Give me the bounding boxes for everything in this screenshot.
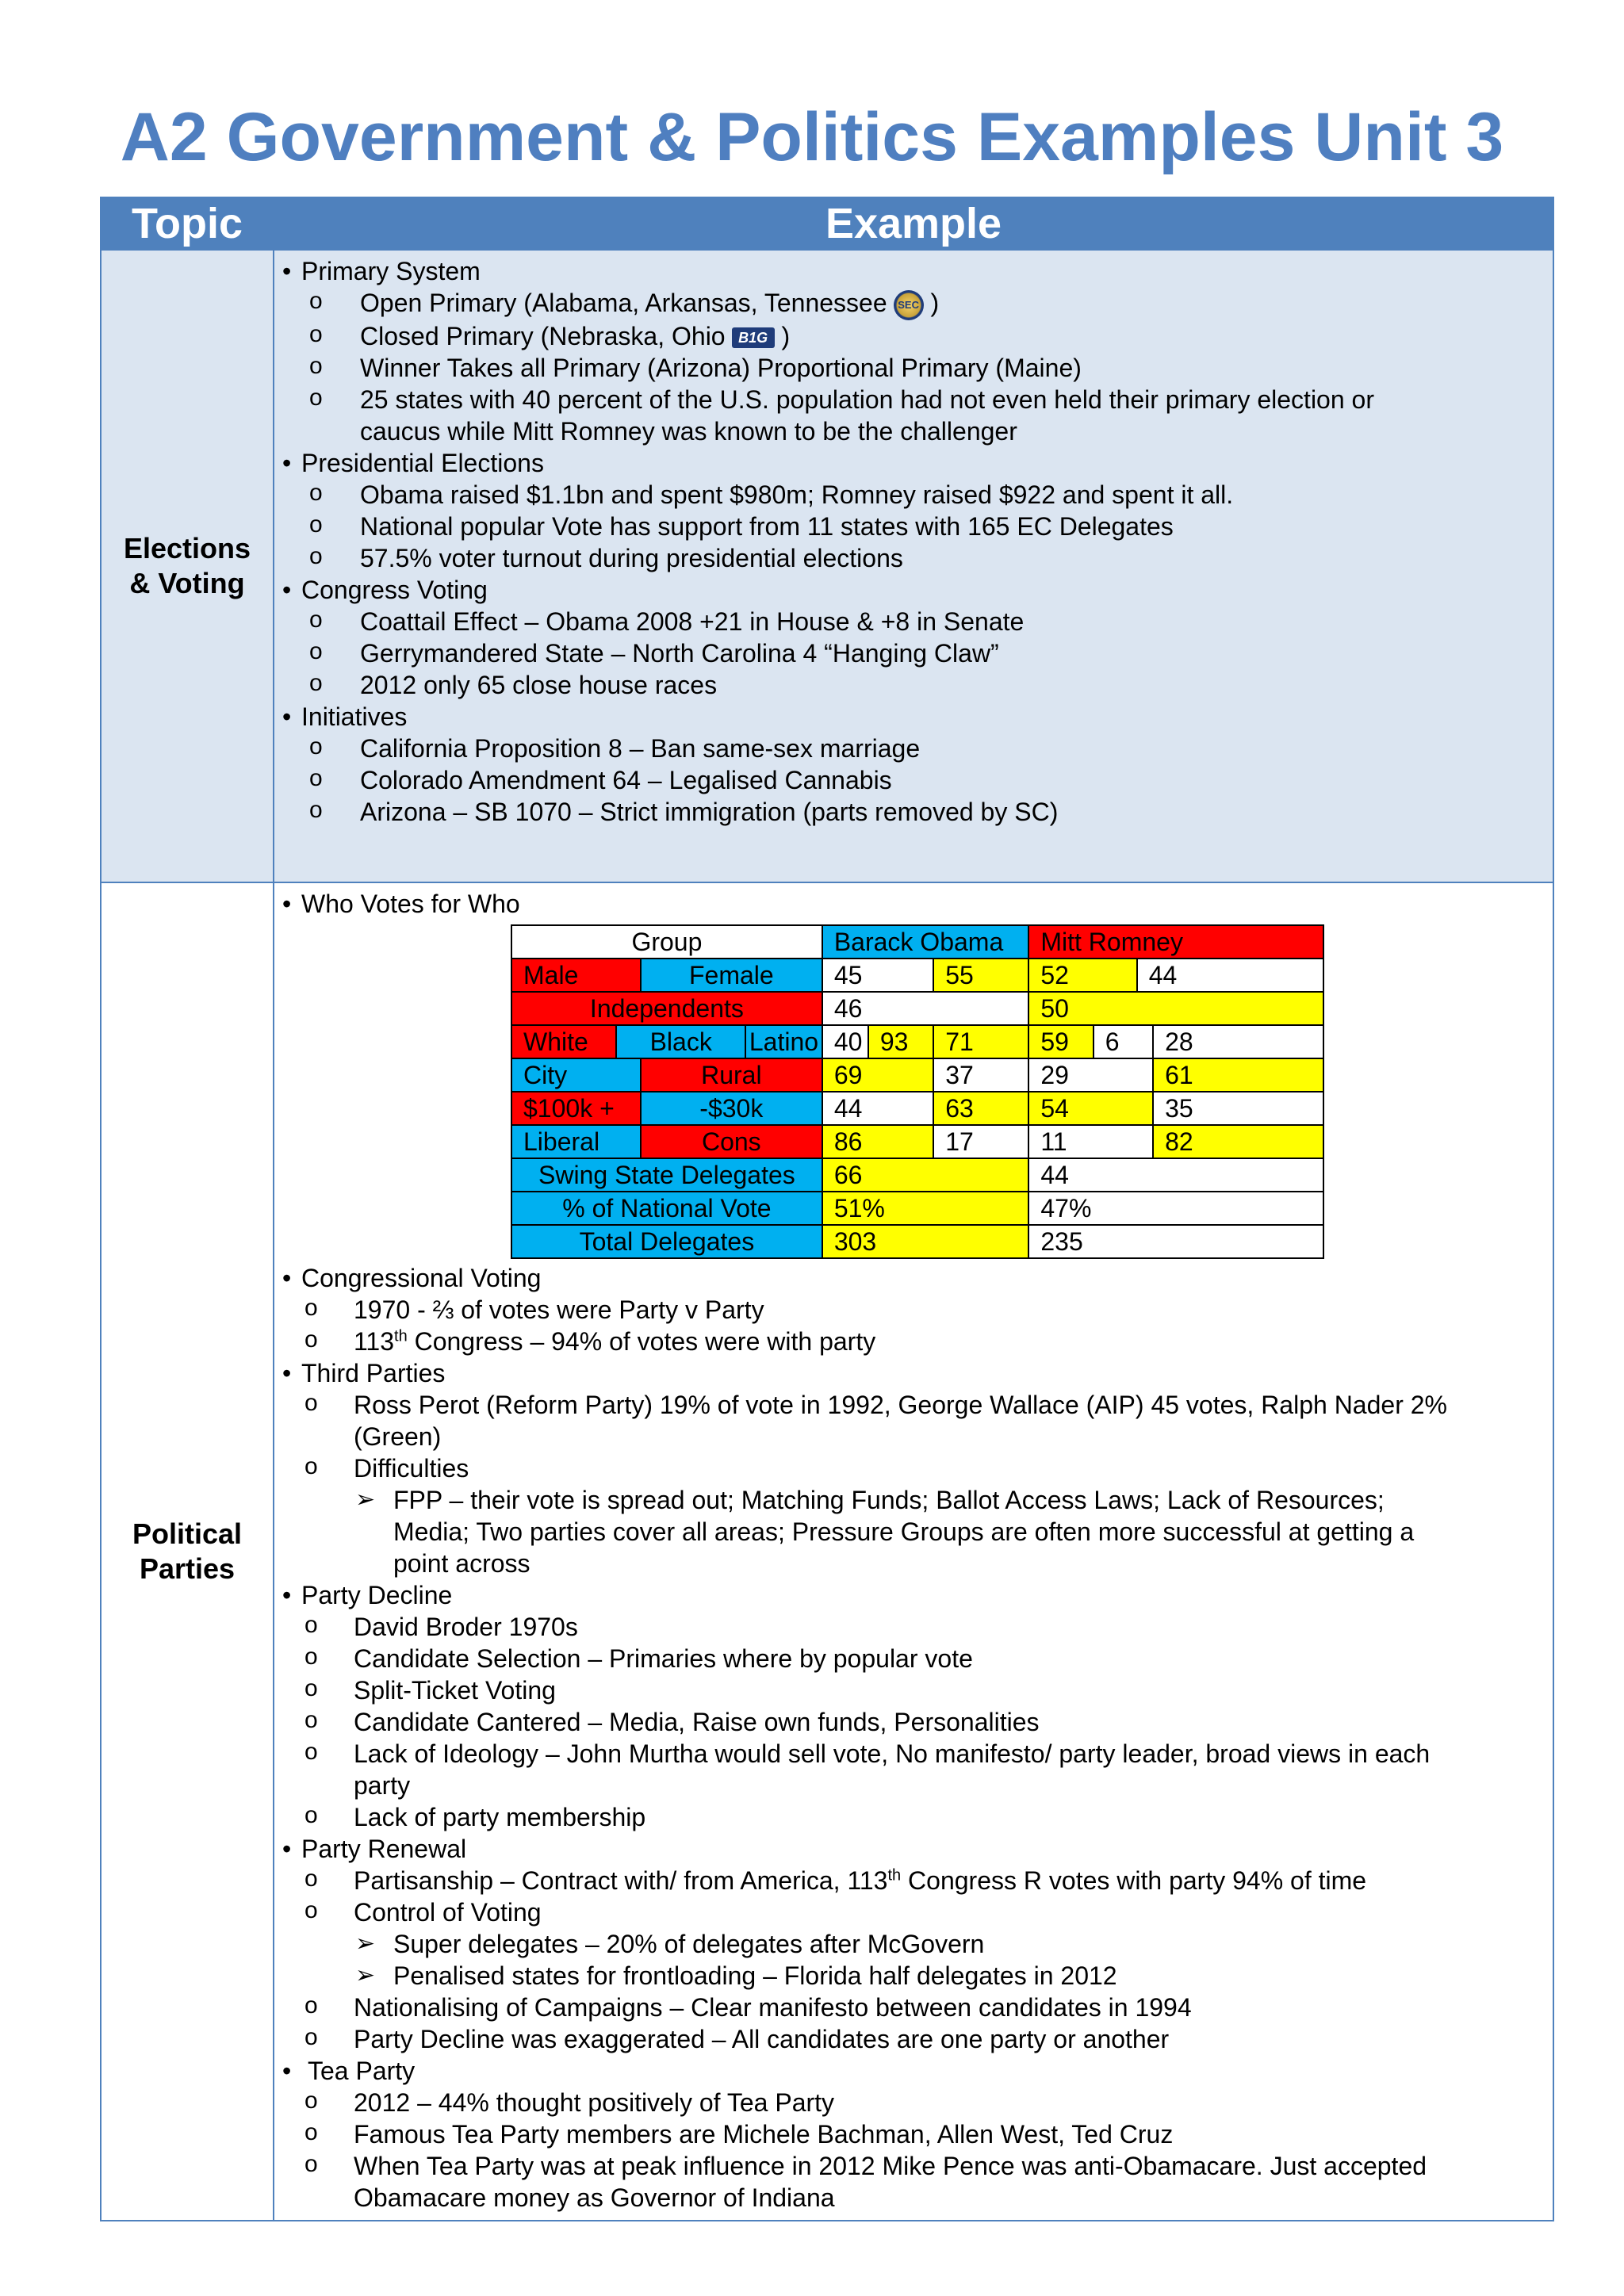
list-item: o Lack of party membership	[279, 1801, 1553, 1833]
list-item: • Congressional Voting	[279, 1262, 1553, 1294]
table-cell: 61	[1153, 1058, 1323, 1092]
table-cell: Liberal	[511, 1125, 641, 1158]
table-cell: Male	[511, 959, 641, 992]
list-item: o Colorado Amendment 64 – Legalised Cannabis	[279, 764, 1553, 796]
list-item	[279, 1389, 1553, 1452]
table-cell: 54	[1028, 1092, 1153, 1125]
list-item-text: Partisanship – Contract with/ from America, 113	[354, 1866, 888, 1895]
list-item-text: Congress R votes with party 94% of time	[901, 1866, 1367, 1895]
table-cell: City	[511, 1058, 641, 1092]
table-cell: -$30k	[641, 1092, 822, 1125]
list-item: • Initiatives	[279, 701, 1553, 733]
list-item: o Difficulties	[279, 1452, 1553, 1484]
topic-label: & Voting	[129, 567, 245, 599]
list-item: • Tea Party	[279, 2055, 1553, 2087]
who-votes-table	[511, 924, 1324, 1259]
list-item: o Coattail Effect – Obama 2008 +21 in House & +8 in Senate	[279, 606, 1553, 637]
table-row	[511, 959, 1323, 992]
list-item: ➢ Super delegates – 20% of delegates after McGovern	[279, 1928, 1553, 1960]
list-item-text: 113	[354, 1327, 395, 1356]
list-item: o California Proposition 8 – Ban same-sex marriage	[279, 733, 1553, 764]
list-item	[279, 1738, 1553, 1801]
table-cell: % of National Vote	[511, 1192, 822, 1225]
page-title: A2 Government & Politics Examples Unit 3	[120, 99, 1504, 175]
table-row	[511, 1158, 1323, 1192]
table-cell: 303	[822, 1225, 1029, 1258]
list-item-text: Congress – 94% of votes were with party	[407, 1327, 876, 1356]
table-row	[511, 1125, 1323, 1158]
list-item: o Party Decline was exaggerated – All candidates are one party or another	[279, 2023, 1553, 2055]
list-item: o Control of Voting	[279, 1896, 1553, 1928]
table-cell: 63	[933, 1092, 1028, 1125]
table-cell: Rural	[641, 1058, 822, 1092]
table-cell: Group	[511, 925, 822, 959]
table-row	[511, 925, 1323, 959]
list-item: o Candidate Cantered – Media, Raise own funds, Personalities	[279, 1706, 1553, 1738]
example-parties	[274, 882, 1553, 2221]
list-item-text: point across	[393, 1549, 530, 1578]
list-item: o Obama raised $1.1bn and spent $980m; Romney raised $922 and spent it all.	[279, 479, 1553, 511]
table-cell: Mitt Romney	[1028, 925, 1323, 959]
example-elections	[274, 250, 1553, 882]
list-item: o David Broder 1970s	[279, 1611, 1553, 1643]
list-item: ➢ Penalised states for frontloading – Florida half delegates in 2012	[279, 1960, 1553, 1992]
table-cell: Black	[616, 1025, 745, 1058]
list-item: o Gerrymandered State – North Carolina 4 “Hanging Claw”	[279, 637, 1553, 669]
table-row	[511, 1058, 1323, 1092]
table-header-row	[101, 197, 1553, 250]
list-item: o 1970 - ⅔ of votes were Party v Party	[279, 1294, 1553, 1326]
table-row	[511, 1192, 1323, 1225]
list-item: • Primary System	[279, 255, 1553, 287]
table-cell: 52	[1028, 959, 1136, 992]
table-cell: 86	[822, 1125, 933, 1158]
table-cell: White	[511, 1025, 616, 1058]
list-item: o Nationalising of Campaigns – Clear manifesto between candidates in 1994	[279, 1992, 1553, 2023]
topic-parties	[101, 882, 274, 2221]
topic-elections	[101, 250, 274, 882]
superscript: th	[394, 1327, 408, 1345]
list-item	[279, 1865, 1553, 1896]
sec-logo-icon: SEC	[894, 290, 924, 320]
list-item-text: Ross Perot (Reform Party) 19% of vote in 1992, George Wallace (AIP) 45 votes, Ralph Nader 2%	[354, 1391, 1447, 1419]
topic-label: Elections	[123, 532, 251, 564]
table-cell: 82	[1153, 1125, 1323, 1158]
list-item-text: (Green)	[354, 1422, 442, 1451]
table-cell: Swing State Delegates	[511, 1158, 822, 1192]
table-cell: 44	[822, 1092, 933, 1125]
list-item-text: Media; Two parties cover all areas; Pressure Groups are often more successful at getting a	[393, 1517, 1415, 1546]
table-cell: 47%	[1028, 1192, 1323, 1225]
table-cell: 50	[1028, 992, 1323, 1025]
table-row	[511, 1225, 1323, 1258]
table-cell: 6	[1094, 1025, 1153, 1058]
list-item-text: caucus while Mitt Romney was known to be the challenger	[360, 416, 1017, 446]
table-cell: 93	[868, 1025, 933, 1058]
table-cell: 66	[822, 1158, 1029, 1192]
list-item: o Winner Takes all Primary (Arizona) Proportional Primary (Maine)	[279, 352, 1553, 384]
topic-label: Political	[132, 1517, 243, 1550]
list-item: o 57.5% voter turnout during presidential elections	[279, 542, 1553, 574]
list-item-text: 25 states with 40 percent of the U.S. population had not even held their primary election or	[360, 385, 1374, 414]
list-item: o Famous Tea Party members are Michele Bachman, Allen West, Ted Cruz	[279, 2118, 1553, 2150]
table-cell: 35	[1153, 1092, 1323, 1125]
list-item: • Who Votes for Who	[279, 888, 1553, 920]
table-cell: 37	[933, 1058, 1028, 1092]
list-item-text: Obamacare money as Governor of Indiana	[354, 2183, 835, 2212]
examples-table	[100, 197, 1554, 2221]
list-item-text: )	[781, 321, 791, 350]
topic-header: Topic	[101, 197, 274, 250]
list-item: o 2012 only 65 close house races	[279, 669, 1553, 701]
list-item: • Third Parties	[279, 1357, 1553, 1389]
table-row-elections	[101, 250, 1553, 882]
list-item: o Arizona – SB 1070 – Strict immigration (parts removed by SC)	[279, 796, 1553, 828]
table-cell: Cons	[641, 1125, 822, 1158]
list-item-text: When Tea Party was at peak influence in 2012 Mike Pence was anti-Obamacare. Just accepted	[354, 2152, 1427, 2180]
table-cell: 235	[1028, 1225, 1323, 1258]
list-item: o National popular Vote has support from 11 states with 165 EC Delegates	[279, 511, 1553, 542]
table-cell: 11	[1028, 1125, 1153, 1158]
table-cell: 51%	[822, 1192, 1029, 1225]
table-row	[511, 1025, 1323, 1058]
table-row	[511, 992, 1323, 1025]
table-cell: 29	[1028, 1058, 1153, 1092]
table-cell: 44	[1137, 959, 1323, 992]
table-cell: Female	[641, 959, 822, 992]
table-cell: Total Delegates	[511, 1225, 822, 1258]
list-item: o Candidate Selection – Primaries where by popular vote	[279, 1643, 1553, 1674]
table-row-parties	[101, 882, 1553, 2221]
list-item-text: )	[930, 289, 940, 317]
list-item	[279, 2150, 1553, 2214]
list-item-text: Open Primary (Alabama, Arkansas, Tennessee	[360, 289, 887, 317]
list-item: • Congress Voting	[279, 574, 1553, 606]
topic-label: Parties	[139, 1552, 236, 1585]
list-item: • Party Decline	[279, 1579, 1553, 1611]
list-item-text: Closed Primary (Nebraska, Ohio	[360, 321, 726, 350]
list-item: o 2012 – 44% thought positively of Tea Party	[279, 2087, 1553, 2118]
superscript: th	[887, 1866, 902, 1885]
list-item: • Party Renewal	[279, 1833, 1553, 1865]
table-cell: 17	[933, 1125, 1028, 1158]
table-cell: $100k +	[511, 1092, 641, 1125]
table-cell: 71	[933, 1025, 1028, 1058]
table-cell: 46	[822, 992, 1029, 1025]
big-ten-logo-icon: B1G	[732, 327, 775, 348]
table-cell: 28	[1153, 1025, 1323, 1058]
list-item-text: Lack of Ideology – John Murtha would sell vote, No manifesto/ party leader, broad views in each	[354, 1739, 1431, 1768]
table-row	[511, 1092, 1323, 1125]
list-item: o Split-Ticket Voting	[279, 1674, 1553, 1706]
list-item	[279, 1326, 1553, 1357]
list-item-text: party	[354, 1771, 411, 1800]
list-item	[279, 287, 1553, 320]
table-cell: Latino	[745, 1025, 822, 1058]
table-cell: 40	[822, 1025, 868, 1058]
table-cell: 44	[1028, 1158, 1323, 1192]
table-cell: 69	[822, 1058, 933, 1092]
list-item	[279, 320, 1553, 352]
table-cell: Independents	[511, 992, 822, 1025]
table-cell: Barack Obama	[822, 925, 1029, 959]
list-item	[279, 384, 1553, 447]
table-cell: 55	[933, 959, 1028, 992]
table-cell: 45	[822, 959, 933, 992]
example-header: Example	[274, 197, 1553, 250]
list-item	[279, 1484, 1553, 1579]
list-item: • Presidential Elections	[279, 447, 1553, 479]
list-item-text: FPP – their vote is spread out; Matching Funds; Ballot Access Laws; Lack of Resources;	[393, 1486, 1385, 1514]
table-cell: 59	[1028, 1025, 1093, 1058]
